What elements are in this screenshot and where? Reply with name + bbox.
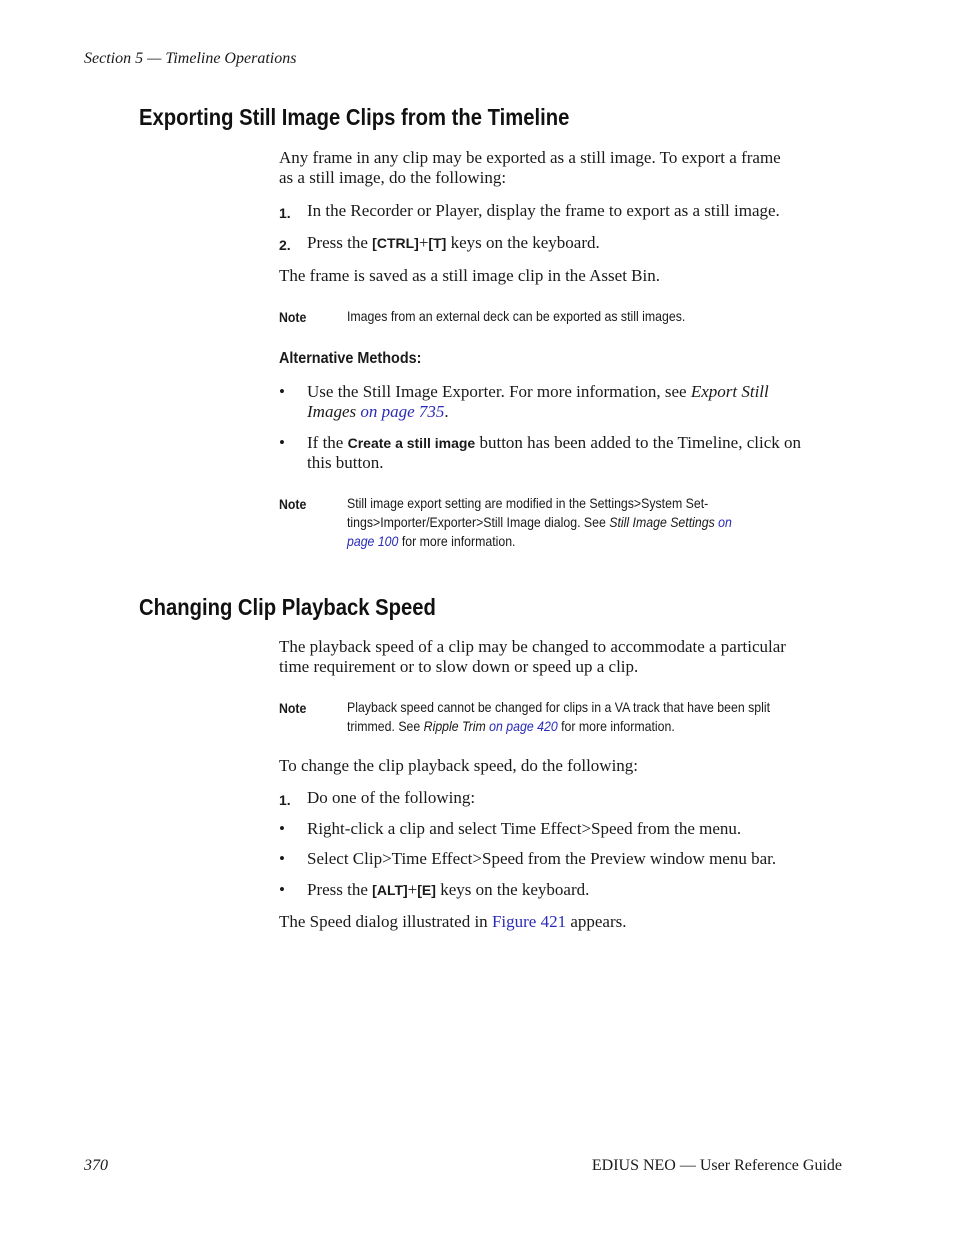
step-number: 1. bbox=[279, 205, 291, 221]
intro-line: The playback speed of a clip may be changed to accommodate a particular bbox=[279, 637, 786, 656]
page-link-420[interactable]: on page 420 bbox=[489, 718, 558, 734]
page-link-100[interactable]: on bbox=[718, 514, 732, 530]
intro-paragraph bbox=[279, 637, 844, 677]
option-text: Right-click a clip and select Time Effect>Speed from the menu. bbox=[307, 819, 742, 838]
alt-method-text: If the Create a still image button has been added to the Timeline, click on this button. bbox=[307, 433, 801, 472]
option-text: Select Clip>Time Effect>Speed from the Preview window menu bar. bbox=[307, 849, 777, 868]
step-number: 1. bbox=[279, 792, 291, 808]
step-1 bbox=[279, 201, 844, 221]
note-1 bbox=[279, 307, 844, 327]
key-e: [E] bbox=[417, 882, 436, 898]
result-paragraph: The frame is saved as a still image clip in the Asset Bin. bbox=[279, 266, 660, 285]
note-text: Playback speed cannot be changed for clips in a VA track that have been split trimmed. See Ripple Trim on page 420 for more information. bbox=[347, 699, 771, 734]
note-2 bbox=[279, 494, 844, 554]
note-label: Note bbox=[279, 700, 307, 716]
alt-method-1 bbox=[279, 382, 844, 424]
option-1 bbox=[279, 819, 844, 839]
note-label: Note bbox=[279, 496, 307, 512]
intro-line: Any frame in any clip may be exported as a still image. To export a frame bbox=[279, 148, 781, 167]
create-still-image-button-name: Create a still image bbox=[347, 435, 476, 451]
page-link-735[interactable]: on page 735 bbox=[360, 402, 445, 421]
key-t: [T] bbox=[428, 235, 447, 251]
footer-title: EDIUS NEO — User Reference Guide bbox=[591, 1157, 842, 1174]
intro-paragraph bbox=[279, 148, 844, 188]
option-3 bbox=[279, 880, 844, 900]
option-text: Press the [ALT]+[E] keys on the keyboard. bbox=[307, 880, 590, 899]
step-text: In the Recorder or Player, display the frame to export as a still image. bbox=[307, 201, 780, 220]
alt-method-text: Use the Still Image Exporter. For more information, see Export Still Images on page 735. bbox=[307, 382, 769, 421]
bullet: • bbox=[279, 382, 285, 401]
bullet: • bbox=[279, 433, 285, 452]
page-number: 370 bbox=[84, 1157, 108, 1174]
running-header: Section 5 — Timeline Operations bbox=[84, 50, 297, 67]
note-text: Still image export setting are modified in the Settings>System Set- tings>Importer/Exporter>Still Image dialog. See Still Image Settings on page 100 for more information. bbox=[347, 495, 732, 549]
alt-method-2 bbox=[279, 433, 844, 475]
section-title-exporting: Exporting Still Image Clips from the Timeline bbox=[139, 104, 570, 130]
step-2 bbox=[279, 233, 844, 253]
key-ctrl: [CTRL] bbox=[372, 235, 419, 251]
bullet: • bbox=[279, 880, 285, 899]
intro-line: as a still image, do the following: bbox=[279, 168, 507, 187]
lead-paragraph: To change the clip playback speed, do the following: bbox=[279, 756, 639, 775]
note-3 bbox=[279, 698, 844, 738]
option-2 bbox=[279, 849, 844, 869]
note-text: Images from an external deck can be exported as still images. bbox=[347, 308, 686, 324]
bullet: • bbox=[279, 849, 285, 868]
bullet: • bbox=[279, 819, 285, 838]
step-1 bbox=[279, 788, 844, 808]
step-text: Press the [CTRL]+[T] keys on the keyboard. bbox=[307, 233, 600, 252]
step-text: Do one of the following: bbox=[307, 788, 476, 807]
section-title-playback-speed: Changing Clip Playback Speed bbox=[139, 594, 436, 620]
result-paragraph: The Speed dialog illustrated in Figure 421 appears. bbox=[279, 912, 627, 931]
step-number: 2. bbox=[279, 237, 291, 253]
intro-line: time requirement or to slow down or speed up a clip. bbox=[279, 657, 639, 676]
key-alt: [ALT] bbox=[372, 882, 408, 898]
note-label: Note bbox=[279, 309, 307, 325]
alternative-methods-heading: Alternative Methods: bbox=[279, 350, 422, 367]
figure-link-421[interactable]: Figure 421 bbox=[491, 912, 567, 931]
page-link-100-cont[interactable]: page 100 bbox=[347, 533, 399, 549]
